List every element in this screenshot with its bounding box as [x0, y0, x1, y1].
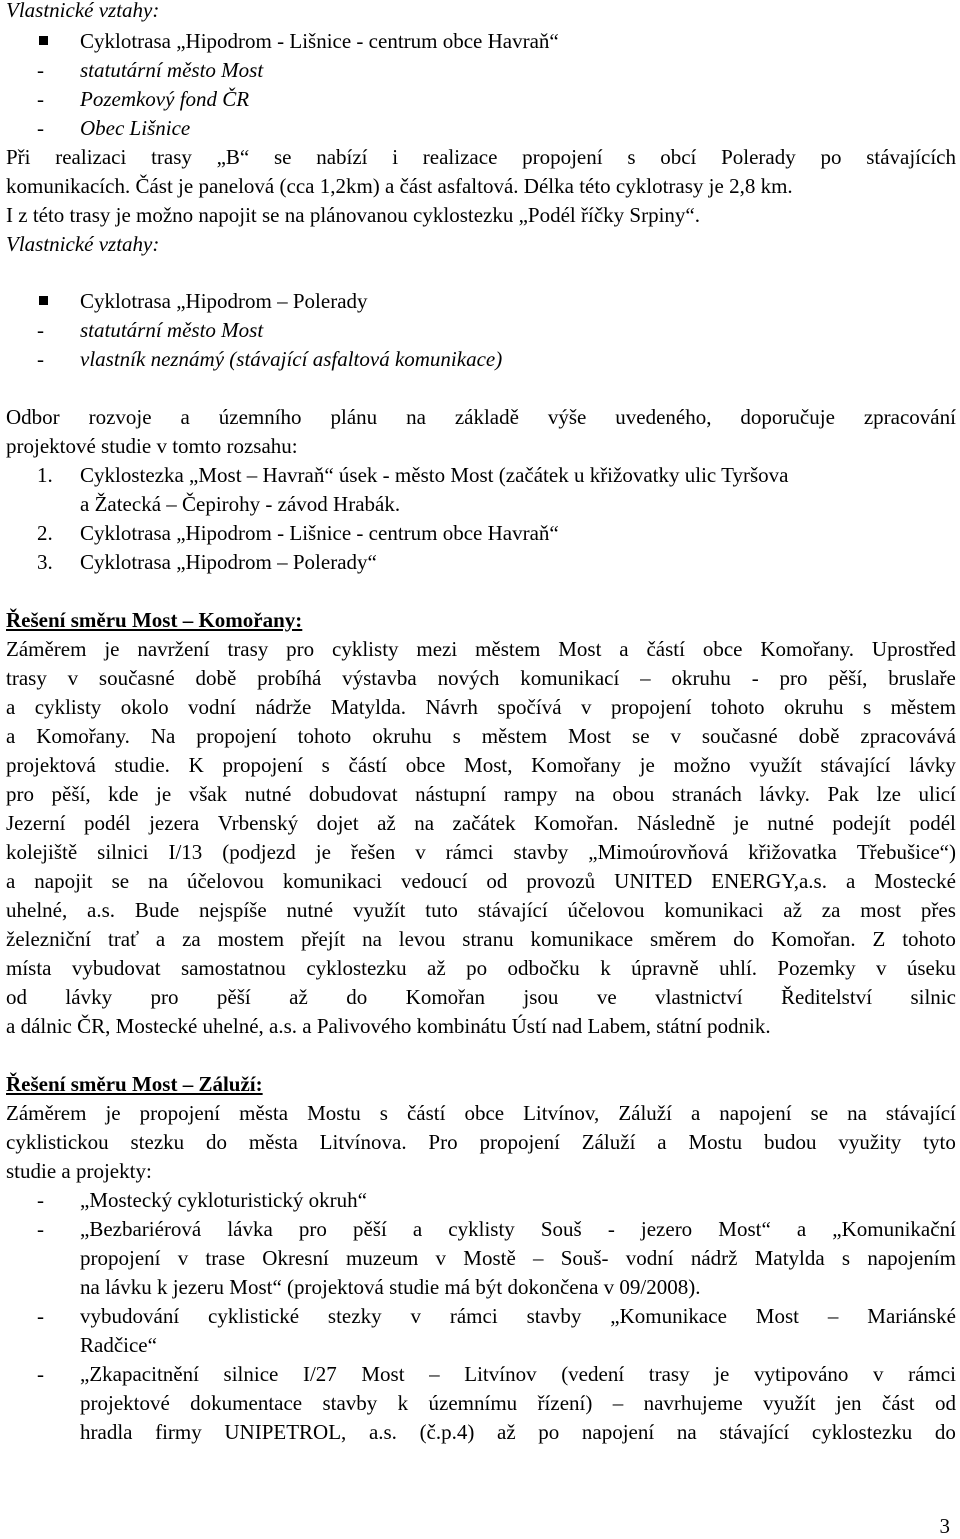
paragraph-line: od lávky pro pěší až do Komořan jsou ve vlastnictví Ředitelství silnic [6, 985, 956, 1009]
numbered-item: 2. Cyklotrasa „Hipodrom - Lišnice - centrum obce Havraň“ [37, 521, 559, 545]
paragraph-line: kolejiště silnici I/13 (podjezd je řešen v rámci stavby „Mimoúrovňová křižovatka Třebušice“) [6, 840, 956, 864]
owner-item: - Pozemkový fond ČR [37, 87, 250, 111]
page-number: 3 [939, 1514, 950, 1538]
bullet-text: Cyklotrasa „Hipodrom - Lišnice - centrum obce Havraň“ [80, 29, 559, 53]
bullet-item [6, 27, 956, 55]
paragraph-line: Radčice“ [80, 1333, 157, 1357]
paragraph-line: projektové dokumentace stavby k územnímu řízení) – navrhujeme využít jen část od [80, 1391, 956, 1415]
bullet-text: Cyklotrasa „Hipodrom – Polerady [80, 289, 368, 313]
dash-bullet: - [37, 1188, 44, 1212]
paragraph-line: a Komořany. Na propojení tohoto okruhu s městem Most se v současné době zpracovává [6, 724, 956, 748]
paragraph-line: studie a projekty: [6, 1159, 152, 1183]
paragraph-line: a cyklisty okolo vodní nádrže Matylda. Návrh spočívá v propojení tohoto okruhu s městem [6, 695, 956, 719]
dash-bullet: - [37, 1217, 44, 1241]
numbered-item: 3. Cyklotrasa „Hipodrom – Polerady“ [37, 550, 377, 574]
section-heading: Řešení směru Most – Záluží: [6, 1072, 263, 1096]
paragraph-line: Záměrem je propojení města Mostu s částí obce Litvínov, Záluží a napojení se na stávající [6, 1101, 956, 1125]
numbered-item-cont: a Žatecká – Čepirohy - závod Hrabák. [80, 492, 401, 516]
paragraph-line: cyklistickou stezku do města Litvínova. Pro propojení Záluží a Mostu budou využity tyto [6, 1130, 956, 1154]
paragraph-line: „Mostecký cykloturistický okruh“ [80, 1188, 367, 1212]
paragraph-line: a napojit se na účelovou komunikaci vedoucí od provozů UNITED ENERGY,a.s. a Mostecké [6, 869, 956, 893]
owner-item: - Obec Lišnice [37, 116, 191, 140]
paragraph-line: komunikacích. Část je panelová (cca 1,2km) a část asfaltová. Délka této cyklotrasy je 2,8 km. [6, 174, 793, 198]
paragraph-line: „Bezbariérová lávka pro pěší a cyklisty Souš - jezero Most“ a „Komunikační [80, 1217, 956, 1241]
ownership-heading: Vlastnické vztahy: [6, 0, 160, 22]
paragraph-line: uhelné, a.s. Bude nejspíše nutné využít tuto stávající účelovou komunikaci až za most přes [6, 898, 956, 922]
paragraph-line: a dálnic ČR, Mostecké uhelné, a.s. a Palivového kombinátu Ústí nad Labem, státní podnik. [6, 1014, 771, 1038]
paragraph-line: „Zkapacitnění silnice I/27 Most – Litvínov (vedení trasy je vytipováno v rámci [80, 1362, 956, 1386]
paragraph-line: projektové studie v tomto rozsahu: [6, 434, 298, 458]
paragraph-line: Záměrem je navržení trasy pro cyklisty mezi městem Most a částí obce Komořany. Uprostřed [6, 637, 956, 661]
paragraph-line: vybudování cyklistické stezky v rámci stavby „Komunikace Most – Mariánské [80, 1304, 956, 1328]
dash-bullet: - [37, 1362, 44, 1386]
paragraph-line: pro pěší, kde je však nutné dobudovat nástupní rampy na obou stranách lávky. Pak lze ulicí [6, 782, 956, 806]
numbered-item: 1. Cyklostezka „Most – Havraň“ úsek - město Most (začátek u křižovatky ulic Tyršova [37, 463, 789, 487]
paragraph-line: železniční trať a za mostem přejít na levou stranu komunikace směrem do Komořan. Z tohoto [6, 927, 956, 951]
paragraph-line: I z této trasy je možno napojit se na plánovanou cyklostezku „Podél říčky Srpiny“. [6, 203, 700, 227]
paragraph-line: propojení v trase Okresní muzeum v Mostě – Souš- vodní nádrž Matylda s napojením [80, 1246, 956, 1270]
ownership-heading: Vlastnické vztahy: [6, 232, 160, 256]
square-bullet-icon [39, 296, 48, 305]
paragraph-line: projektová studie. K propojení s částí obce Most, Komořany je možno využít stávající lávky [6, 753, 956, 777]
paragraph-line: Při realizaci trasy „B“ se nabízí i realizace propojení s obcí Polerady po stávajících [6, 145, 956, 169]
paragraph-line: hradla firmy UNIPETROL, a.s. (č.p.4) až po napojení na stávající cyklostezku do [80, 1420, 956, 1444]
bullet-item [6, 287, 956, 315]
paragraph-line: Odbor rozvoje a územního plánu na základě výše uvedeného, doporučuje zpracování [6, 405, 956, 429]
paragraph-line: trasy v současné době probíhá výstavba nových komunikací – okruhu - pro pěší, bruslaře [6, 666, 956, 690]
section-heading: Řešení směru Most – Komořany: [6, 608, 303, 632]
paragraph-line: Jezerní podél jezera Vrbenský dojet až na začátek Komořan. Následně je nutné podejít podél [6, 811, 956, 835]
owner-item: - statutární město Most [37, 58, 264, 82]
paragraph-line: na lávku k jezeru Most“ (projektová studie má být dokončena v 09/2008). [80, 1275, 701, 1299]
square-bullet-icon [39, 36, 48, 45]
paragraph-line: místa vybudovat samostatnou cyklostezku až po odbočku k úpravně uhlí. Pozemky v úseku [6, 956, 956, 980]
owner-item: - statutární město Most [37, 318, 264, 342]
owner-item: - vlastník neznámý (stávající asfaltová komunikace) [37, 347, 503, 371]
dash-bullet: - [37, 1304, 44, 1328]
